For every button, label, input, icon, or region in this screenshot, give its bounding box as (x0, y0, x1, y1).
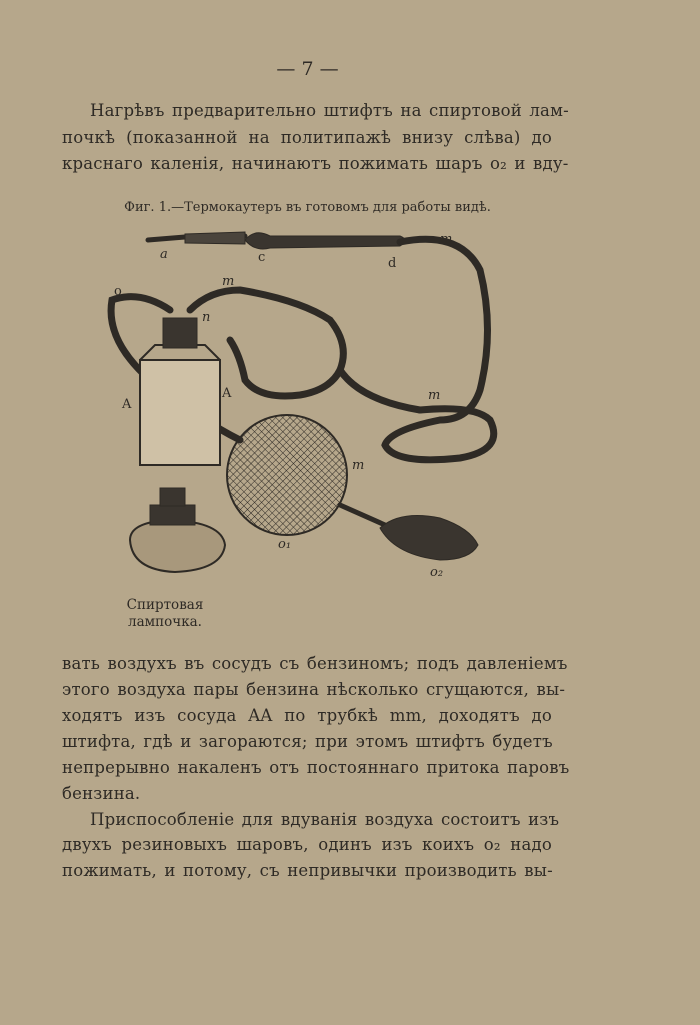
text-line: этого воздуха пары бензина нѣсколько сгущаются, вы- (62, 680, 566, 699)
text-line: бензина. (62, 784, 141, 803)
cautery-handle (245, 233, 405, 249)
page-number: — 7 — (276, 58, 339, 80)
lamp-caption-line: лампочка. (128, 614, 202, 630)
text-line: ходятъ изъ сосуда AA по трубкѣ mm, доходятъ до (62, 706, 552, 725)
label-n: n (202, 310, 211, 325)
bulb-connector (340, 505, 385, 525)
spirit-lamp-wick (160, 488, 185, 506)
cautery-shaft (185, 232, 245, 244)
label-d: d (388, 256, 397, 271)
mesh-bulb-o1 (227, 415, 347, 535)
label-m: m (440, 232, 453, 247)
text-line: Нагрѣвъ предварительно штифтъ на спиртовой лам- (90, 101, 569, 120)
figure-caption: Фиг. 1.—Термокаутеръ въ готовомъ для работы видѣ. (124, 200, 491, 215)
label-o1: o₁ (278, 537, 292, 552)
text-line: двухъ резиновыхъ шаровъ, одинъ изъ коихъ o₂ надо (62, 835, 552, 854)
text-line: краснаго каленія, начинаютъ пожимать шаръ o₂ и вду- (62, 154, 569, 173)
text-line: штифта, гдѣ и загораются; при этомъ штифтъ будетъ (62, 732, 553, 751)
label-a: a (160, 247, 168, 262)
label-A: A (222, 386, 232, 401)
spirit-lamp-body (130, 520, 225, 572)
lamp-caption (100, 597, 230, 631)
label-m: m (222, 274, 235, 289)
text-line: непрерывно накаленъ отъ постояннаго притока паровъ (62, 758, 570, 777)
lamp-caption-line: Спиртовая (126, 597, 204, 613)
label-o2: o₂ (430, 565, 444, 580)
spirit-lamp-collar (150, 505, 195, 525)
rubber-tube (385, 239, 494, 460)
label-A: A (122, 397, 132, 412)
label-m: m (428, 388, 441, 403)
benzine-bottle (140, 360, 220, 465)
label-m: m (352, 458, 365, 473)
label-o: o (114, 284, 122, 299)
bottle-stopper (163, 318, 197, 348)
text-line: Приспособленіе для вдуванія воздуха состоитъ изъ (90, 810, 560, 829)
text-line: вать воздухъ въ сосудъ съ бензиномъ; подъ давленіемъ (62, 654, 568, 673)
label-c: c (258, 250, 266, 265)
squeeze-bulb-o2 (380, 516, 478, 560)
text-line: пожимать, и потому, съ непривычки производить вы- (62, 861, 553, 880)
text-line: почкѣ (показанной на политипажѣ внизу слѣва) до (62, 128, 552, 147)
rubber-tube (340, 370, 420, 410)
